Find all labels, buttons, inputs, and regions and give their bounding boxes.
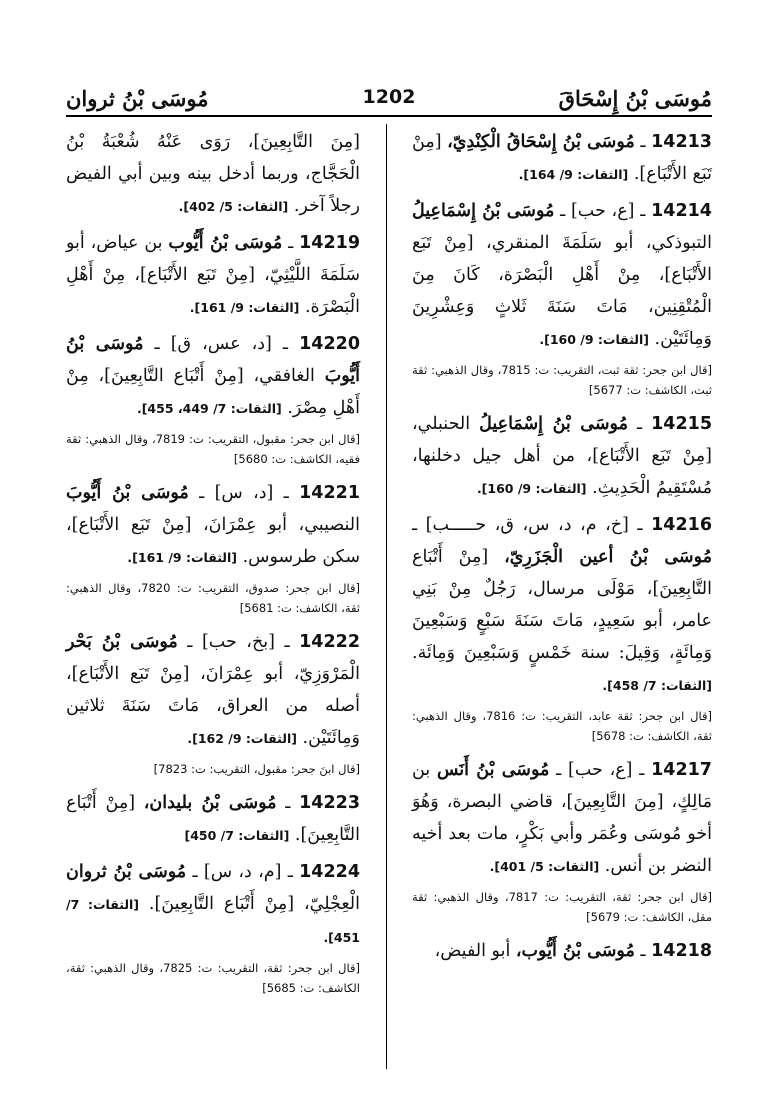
editor-note: [قال ابنَ جحر: مقبول، التقريب: ت: 7823] <box>153 762 360 776</box>
entry-name: مُوسَى بْنُ إِسْمَاعِيلُ <box>479 414 628 434</box>
entry-name: مُوسَى بْنُ إِسْمَاعِيلُ <box>412 201 555 221</box>
entry-reference: [الثقات: 7/ 458]. <box>602 678 712 693</box>
entry-text: الحنبلي، [مِنْ تَبَع الأَتْبَاع]، من أهل جيل دخلنها، مُسْتَقِيمُ الْحَدِيثِ. <box>412 414 712 498</box>
entry-reference: [الثقات: 7/ 451]. <box>66 897 360 945</box>
entry-sigla: ـ [ع، حب] ـ <box>549 760 652 780</box>
entry-text: النصيبي، أبو عِمْرَانَ، [مِنْ تَبَع الأَتْبَاع]، سكن طرسوس. <box>66 515 360 567</box>
biography-entry <box>412 754 712 883</box>
entry-text: [مِنَ التَّابِعِينَ]، رَوَى عَنْهُ شُعْبَةُ بْنُ الْحَجَّاج، وربما أدخل بينه وبين أبي الفيض رجلاً آخر. <box>66 132 360 216</box>
entry-text: الْمَرْوَزِيّ، أبو عِمْرَانَ، [مِنْ تَبَع الأَتْبَاع]، أصله من العراق، مَاتَ سَنَةَ ثلاثين وَمِائَتَيْن. <box>66 664 360 748</box>
biography-entry <box>66 626 360 755</box>
entry-number: 14215 <box>651 414 712 434</box>
entry-reference: [الثقات: 9/ 161]. <box>127 550 237 565</box>
entry-name: مُوسَى بْنُ بَحْر <box>66 632 178 652</box>
entry-reference: [الثقات: 9/ 160]. <box>539 332 649 347</box>
entry-number: 14222 <box>299 632 360 652</box>
left-column <box>66 126 360 1006</box>
entry-reference: [الثقات: 7/ 449، 455]. <box>136 401 282 416</box>
entry-text: [مِنْ أَتْبَاع التَّابِعِينَ]، مَوْلَى مرسال، رَجُلٌ مِنْ بَنِي عامر، أبو سَعِيدٍ، مَاتَ سَنَةَ سَبْعٍ وَسَبْعِينَ وَمِائَةٍ، وَقِيلَ: سنة خَمْسٍ وَسَبْعِينَ وَمِائَة. <box>412 547 712 663</box>
entry-name: مُوسَى بْنُ بليدان، <box>143 793 277 813</box>
entry-sigla: ـ [د، س] ـ <box>188 483 300 503</box>
entry-name: مُوسَى بْنُ ثروان <box>66 862 187 882</box>
column-divider <box>386 124 387 1069</box>
biography-entry <box>66 328 360 425</box>
entry-text: أبو الفيض، <box>434 941 516 961</box>
entry-sigla: ـ <box>276 793 300 813</box>
running-head-left: مُوسَى بْنُ ثروان <box>66 86 209 111</box>
editor-note: [قال ابن جحر: ثقة عابد، التقريب: ت: 7816، وقال الذهبي: ثقة، الكاشف: ت: 5678] <box>412 709 713 743</box>
entry-sigla: ـ [ع، حب] ـ <box>554 201 652 221</box>
biography-entry <box>66 477 360 574</box>
entry-reference: [الثقات: 9/ 161]. <box>189 300 300 315</box>
biography-entry <box>412 408 712 505</box>
entry-name: مُوسَى بْنُ أعين الْجَزَرِيّ، <box>504 547 713 567</box>
entry-text: بن مَالِكٍ، [مِنَ التَّابِعِينَ]، قاضي البصرة، وَهُوَ أخو مُوسَى وعُمَر وأبي بَكْرٍ، مات بعد أخيه النضر بن أنس. <box>412 760 712 876</box>
entry-name: مُوسَى بْنُ أَيُّوبَ <box>66 483 189 503</box>
entry-sigla: ـ [خ، م، د، س، ق، حـــــب] ـ <box>412 515 652 535</box>
editor-note: [قال ابن جحر: مقبول، التقريب: ت: 7819، وقال الذهبي: ثقة فقيه، الكاشف: ت: 5680] <box>66 432 360 466</box>
entry-number: 14223 <box>299 793 360 813</box>
entry-reference: [الثقات: 9/ 164]. <box>518 167 629 182</box>
editor-note: [قال ابن جحر: ثقة، التقريب: ت: 7817، وقال الذهبي: ثقة مقل، الكاشف: ت: 5679] <box>412 890 712 924</box>
entry-sigla: ـ <box>634 941 652 961</box>
biography-entry <box>412 126 712 191</box>
entry-number: 14213 <box>651 132 712 152</box>
biography-entry <box>66 856 360 954</box>
right-column <box>412 126 712 971</box>
entry-name: مُوسَى بْنُ أَيُّوب، <box>515 941 635 961</box>
entry-reference: [الثقات: 5/ 401]. <box>489 859 600 874</box>
entry-text: [مِنْ أَتْبَاع التَّابِعِينَ]. <box>66 793 360 845</box>
page-header <box>66 86 712 114</box>
page-number: 1202 <box>362 86 416 108</box>
entry-reference: [الثقات: 9/ 162]. <box>187 731 297 746</box>
entry-name: مُوسَى بْنُ أَنَس <box>436 760 550 780</box>
entry-number: 14216 <box>651 515 712 535</box>
editor-note: [قال ابن جحر: ثقة، التقريب: ت: 7825، وقال الذهبي: ثقة، الكاشف: ت: 5685] <box>66 961 360 995</box>
entry-number: 14221 <box>299 483 361 503</box>
entry-number: 14218 <box>651 941 712 961</box>
entry-sigla: ـ [م، د، س] ـ <box>186 862 300 882</box>
entry-text: الغافقي، [مِنْ أَتْبَاع التَّابِعِينَ]، مِنْ أَهْلِ مِصْرَ. <box>66 366 360 418</box>
biography-entry <box>66 227 360 324</box>
entry-text: التبوذكي، أبو سَلَمَةَ المنقري، [مِنْ تَبَع الأَتْبَاع]، مِنْ أَهْلِ الْبَصْرَة، كَانَ مِنَ الْمُتْقِنِين، مَاتَ سَنَةَ ثَلاثٍ وَعِشْرِينَ وَمِائَتَيْن. <box>412 233 712 349</box>
entry-name: مُوسَى بْنُ أَيُّوبَ <box>66 334 360 386</box>
entry-sigla: ـ [بخ، حب] ـ <box>177 632 300 652</box>
entry-number: 14217 <box>651 760 712 780</box>
entry-sigla: ـ <box>282 233 300 253</box>
entry-reference: [الثقات: 7/ 450] <box>184 828 290 843</box>
editor-note: [قال ابن جحر: ثقة ثبت، التقريب: ت: 7815، وقال الذهبي: ثقة ثبت، الكاشف: ت: 5677] <box>412 363 712 397</box>
biography-entry <box>412 195 712 356</box>
biography-entry <box>412 935 712 967</box>
entry-sigla: ـ <box>627 414 652 434</box>
biography-entry <box>66 787 360 852</box>
biography-entry <box>412 509 712 702</box>
entry-reference: [الثقات: 5/ 402]. <box>178 199 289 214</box>
entry-name: مُوسَى بْنُ أَيُّوب <box>168 233 283 253</box>
editor-note: [قال ابن جحر: صدوق، التقريب: ت: 7820، وقال الذهبي: ثقة، الكاشف: ت: 5681] <box>66 581 360 615</box>
entry-reference: [الثقات: 9/ 160]. <box>476 481 587 496</box>
entry-sigla: ـ <box>634 132 652 152</box>
entry-number: 14214 <box>651 201 712 221</box>
biography-entry <box>66 126 360 223</box>
entry-sigla: ـ [د، عس، ق] ـ <box>143 334 300 354</box>
entry-text: بن عياض، أبو سَلَمَةَ اللَّيْثِيّ، [مِنْ تَبَع الأَتْبَاع]، مِنْ أَهْلِ الْبَصْرَة. <box>66 233 360 317</box>
header-rule <box>66 115 712 117</box>
entry-text: [مِنْ تَبَع الأَتْبَاع]. <box>412 132 712 184</box>
entry-number: 14219 <box>299 233 360 253</box>
entry-name: مُوسَى بْنُ إِسْحَاقُ الْكِنْدِيّ، <box>447 132 635 152</box>
running-head-right: مُوسَى بْنُ إِسْحَاقَ <box>558 86 712 111</box>
entry-number: 14220 <box>299 334 360 354</box>
entry-text: الْعِجْلِيّ، [مِنْ أَتْبَاع التَّابِعِينَ]. <box>139 894 360 914</box>
entry-number: 14224 <box>299 862 360 882</box>
